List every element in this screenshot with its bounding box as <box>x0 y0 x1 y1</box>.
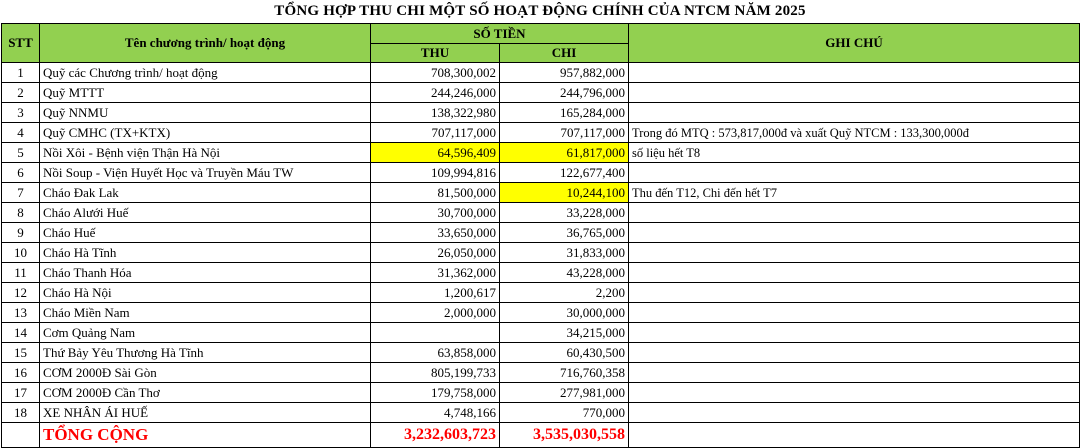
program-name-cell[interactable]: Nồi Soup - Viện Huyết Học và Truyền Máu TW <box>40 163 371 183</box>
program-name-cell[interactable]: CƠM 2000Đ Sài Gòn <box>40 363 371 383</box>
program-name-cell[interactable]: Cơm Quảng Nam <box>40 323 371 343</box>
table-row <box>2 143 1080 163</box>
stt-cell[interactable]: 14 <box>2 323 40 343</box>
note-cell[interactable] <box>629 63 1080 83</box>
table-row <box>2 223 1080 243</box>
header-chi[interactable]: CHI <box>500 44 629 63</box>
table-row <box>2 83 1080 103</box>
program-name-cell[interactable]: Cháo Hà Tĩnh <box>40 243 371 263</box>
total-thu[interactable]: 3,232,603,723 <box>371 423 500 448</box>
chi-cell[interactable]: 122,677,400 <box>500 163 629 183</box>
chi-cell[interactable]: 31,833,000 <box>500 243 629 263</box>
table-row <box>2 303 1080 323</box>
table-row <box>2 283 1080 303</box>
stt-cell[interactable]: 18 <box>2 403 40 423</box>
program-name-cell[interactable]: Cháo Huế <box>40 223 371 243</box>
note-cell[interactable]: số liệu hết T8 <box>629 143 1080 163</box>
thu-cell[interactable]: 64,596,409 <box>371 143 500 163</box>
total-note-cell[interactable] <box>629 423 1080 448</box>
stt-cell[interactable]: 12 <box>2 283 40 303</box>
chi-cell[interactable]: 30,000,000 <box>500 303 629 323</box>
table-row <box>2 163 1080 183</box>
chi-cell[interactable]: 957,882,000 <box>500 63 629 83</box>
note-cell[interactable] <box>629 283 1080 303</box>
header-amount[interactable]: SỐ TIỀN <box>371 24 629 44</box>
stt-cell[interactable]: 10 <box>2 243 40 263</box>
note-cell[interactable] <box>629 363 1080 383</box>
thu-cell[interactable]: 805,199,733 <box>371 363 500 383</box>
note-cell[interactable] <box>629 263 1080 283</box>
note-cell[interactable] <box>629 383 1080 403</box>
chi-cell[interactable]: 33,228,000 <box>500 203 629 223</box>
table-row <box>2 183 1080 203</box>
thu-cell[interactable]: 138,322,980 <box>371 103 500 123</box>
chi-cell[interactable]: 2,200 <box>500 283 629 303</box>
header-note[interactable]: GHI CHÚ <box>629 24 1080 63</box>
chi-cell[interactable]: 770,000 <box>500 403 629 423</box>
stt-cell[interactable]: 3 <box>2 103 40 123</box>
table-row <box>2 403 1080 423</box>
chi-cell[interactable]: 43,228,000 <box>500 263 629 283</box>
program-name-cell[interactable]: Nồi Xôi - Bệnh viện Thận Hà Nội <box>40 143 371 163</box>
stt-cell[interactable]: 15 <box>2 343 40 363</box>
thu-cell[interactable]: 30,700,000 <box>371 203 500 223</box>
stt-cell[interactable]: 4 <box>2 123 40 143</box>
sheet-title: TỔNG HỢP THU CHI MỘT SỐ HOẠT ĐỘNG CHÍNH CỦA NTCM NĂM 2025 <box>274 3 806 19</box>
program-name-cell[interactable]: Quỹ các Chương trình/ hoạt động <box>40 63 371 83</box>
note-cell[interactable] <box>629 83 1080 103</box>
program-name-cell[interactable]: Cháo Hà Nội <box>40 283 371 303</box>
thu-cell[interactable] <box>371 323 500 343</box>
program-name-cell[interactable]: Thứ Bảy Yêu Thương Hà Tĩnh <box>40 343 371 363</box>
note-cell[interactable] <box>629 243 1080 263</box>
program-name-cell[interactable]: Quỹ CMHC (TX+KTX) <box>40 123 371 143</box>
stt-cell[interactable]: 17 <box>2 383 40 403</box>
note-cell[interactable] <box>629 303 1080 323</box>
header-stt[interactable]: STT <box>2 24 40 63</box>
stt-cell[interactable]: 16 <box>2 363 40 383</box>
program-name-cell[interactable]: XE NHÂN ÁI HUẾ <box>40 403 371 423</box>
thu-cell[interactable]: 4,748,166 <box>371 403 500 423</box>
header-thu[interactable]: THU <box>371 44 500 63</box>
program-name-cell[interactable]: CƠM 2000Đ Cần Thơ <box>40 383 371 403</box>
note-cell[interactable] <box>629 223 1080 243</box>
table-row <box>2 243 1080 263</box>
thu-cell[interactable]: 1,200,617 <box>371 283 500 303</box>
thu-cell[interactable]: 2,000,000 <box>371 303 500 323</box>
program-name-cell[interactable]: Cháo Alưới Huế <box>40 203 371 223</box>
thu-cell[interactable]: 63,858,000 <box>371 343 500 363</box>
stt-cell[interactable]: 8 <box>2 203 40 223</box>
chi-cell[interactable]: 10,244,100 <box>500 183 629 203</box>
stt-cell[interactable]: 1 <box>2 63 40 83</box>
chi-cell[interactable]: 34,215,000 <box>500 323 629 343</box>
program-name-cell[interactable]: Cháo Miền Nam <box>40 303 371 323</box>
stt-cell[interactable]: 7 <box>2 183 40 203</box>
note-cell[interactable] <box>629 203 1080 223</box>
thu-cell[interactable]: 708,300,002 <box>371 63 500 83</box>
note-cell[interactable] <box>629 343 1080 363</box>
table-row <box>2 263 1080 283</box>
chi-cell[interactable]: 165,284,000 <box>500 103 629 123</box>
note-cell[interactable] <box>629 403 1080 423</box>
chi-cell[interactable]: 36,765,000 <box>500 223 629 243</box>
thu-cell[interactable]: 707,117,000 <box>371 123 500 143</box>
thu-cell[interactable]: 26,050,000 <box>371 243 500 263</box>
program-name-cell[interactable]: Cháo Đak Lak <box>40 183 371 203</box>
note-cell[interactable] <box>629 103 1080 123</box>
total-chi[interactable]: 3,535,030,558 <box>500 423 629 448</box>
thu-cell[interactable]: 244,246,000 <box>371 83 500 103</box>
program-name-cell[interactable]: Quỹ NNMU <box>40 103 371 123</box>
thu-cell[interactable]: 33,650,000 <box>371 223 500 243</box>
header-program[interactable]: Tên chương trình/ hoạt động <box>40 24 371 63</box>
note-cell[interactable]: Trong đó MTQ : 573,817,000đ và xuất Quỹ NTCM : 133,300,000đ <box>629 123 1080 143</box>
thu-cell[interactable]: 31,362,000 <box>371 263 500 283</box>
stt-cell[interactable]: 13 <box>2 303 40 323</box>
table-row <box>2 123 1080 143</box>
stt-cell[interactable]: 5 <box>2 143 40 163</box>
thu-cell[interactable]: 109,994,816 <box>371 163 500 183</box>
table-row <box>2 203 1080 223</box>
note-cell[interactable] <box>629 163 1080 183</box>
program-name-cell[interactable]: Cháo Thanh Hóa <box>40 263 371 283</box>
chi-cell[interactable]: 277,981,000 <box>500 383 629 403</box>
table-row <box>2 63 1080 83</box>
table-row <box>2 383 1080 403</box>
total-label[interactable]: TỔNG CỘNG <box>40 423 371 448</box>
stt-cell[interactable]: 2 <box>2 83 40 103</box>
stt-cell[interactable]: 9 <box>2 223 40 243</box>
chi-cell[interactable]: 60,430,500 <box>500 343 629 363</box>
table-row <box>2 343 1080 363</box>
table-row <box>2 103 1080 123</box>
summary-table <box>1 23 1080 448</box>
note-cell[interactable] <box>629 323 1080 343</box>
stt-cell[interactable]: 6 <box>2 163 40 183</box>
table-row <box>2 323 1080 343</box>
chi-cell[interactable]: 707,117,000 <box>500 123 629 143</box>
chi-cell[interactable]: 716,760,358 <box>500 363 629 383</box>
total-stt-cell[interactable] <box>2 423 40 448</box>
stt-cell[interactable]: 11 <box>2 263 40 283</box>
thu-cell[interactable]: 179,758,000 <box>371 383 500 403</box>
thu-cell[interactable]: 81,500,000 <box>371 183 500 203</box>
total-row <box>2 423 1080 448</box>
chi-cell[interactable]: 61,817,000 <box>500 143 629 163</box>
chi-cell[interactable]: 244,796,000 <box>500 83 629 103</box>
program-name-cell[interactable]: Quỹ MTTT <box>40 83 371 103</box>
table-row <box>2 363 1080 383</box>
note-cell[interactable]: Thu đến T12, Chi đến hết T7 <box>629 183 1080 203</box>
